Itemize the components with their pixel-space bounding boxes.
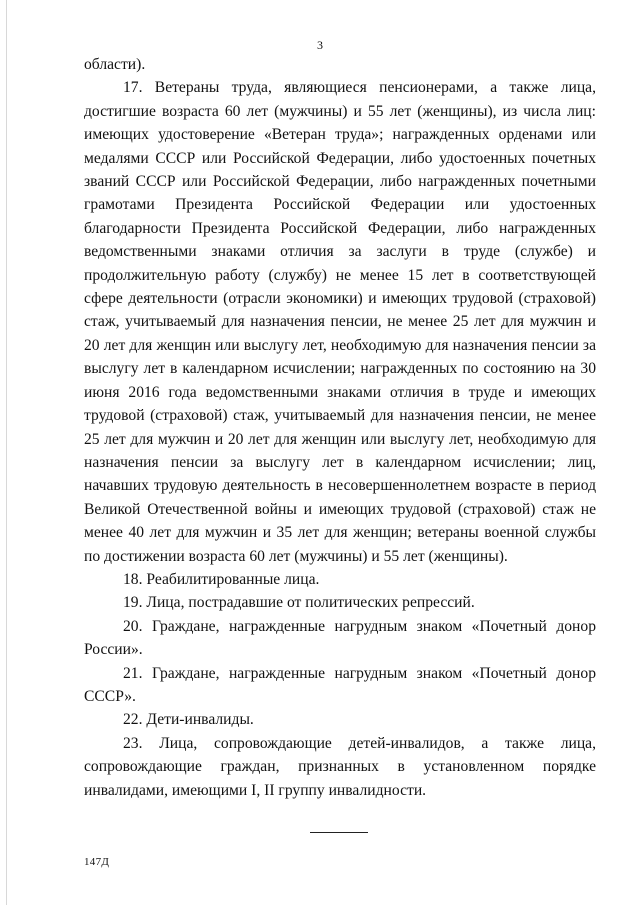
document-body (84, 53, 596, 802)
list-item-22: 22. Дети-инвалиды. (123, 711, 254, 729)
paragraph-continuation: области). (84, 56, 146, 73)
page-edge (6, 0, 7, 905)
page-number: 3 (317, 38, 323, 52)
document-code: 147Д (84, 856, 110, 868)
end-divider (310, 832, 368, 833)
list-item-20: 20. Граждане, награжденные нагрудным знаком «Почетный донор России». (84, 617, 596, 659)
list-item-21: 21. Граждане, награжденные нагрудным знаком «Почетный донор СССР». (84, 664, 596, 705)
list-item-17: 17. Ветераны труда, являющиеся пенсионерами, а также лица, достигшие возраста 60 лет (мужчины) и 55 лет (женщины), из числа лиц: имеющих удостоверение «Ветеран труда»; награжденных орденами или медалями СССР или Российской Федерации, либо удостоенных почетных званий СССР или Российской Федерации, либо награжденных почетными грамотами Президента Российской Федерации или удостоенных благодарности Президента Российской Федерации, либо награжденных ведомственными знаками отличия за заслуги в труде (службе) и продолжительную работу (службу) не менее 15 лет в соответствующей сфере деятельности (отрасли экономики) и имеющих трудовой (страховой) стаж, учитываемый для назначения пенсии, не менее 25 лет для мужчин и 20 лет для женщин или выслугу лет, необходимую для назначения пенсии за выслугу лет в календарном исчислении; награжденных по состоянию на 30 июня 2016 года ведомственными знаками отличия в труде и имеющих трудовой (страховой) стаж, учитываемый для назначения пенсии, не менее 25 лет для мужчин и 20 лет для женщин или выслугу лет, необходимую для назначения пенсии за выслугу лет в календарном исчислении; лиц, начавших трудовую деятельность в несовершеннолетнем возрасте в период Великой Отечественной войны и имеющих трудовой (страховой) стаж не менее 40 лет для мужчин и 35 лет для женщин; ветераны военной службы по достижении возраста 60 лет (мужчины) и 55 лет (женщины). (84, 79, 596, 565)
list-item-18: 18. Реабилитированные лица. (123, 570, 320, 588)
list-item-23: 23. Лица, сопровождающие детей-инвалидов, а также лица, сопровождающие граждан, признанных в установленном порядке инвалидами, имеющими I, II группу инвалидности. (84, 734, 596, 799)
list-item-19: 19. Лица, пострадавшие от политических репрессий. (123, 594, 475, 612)
